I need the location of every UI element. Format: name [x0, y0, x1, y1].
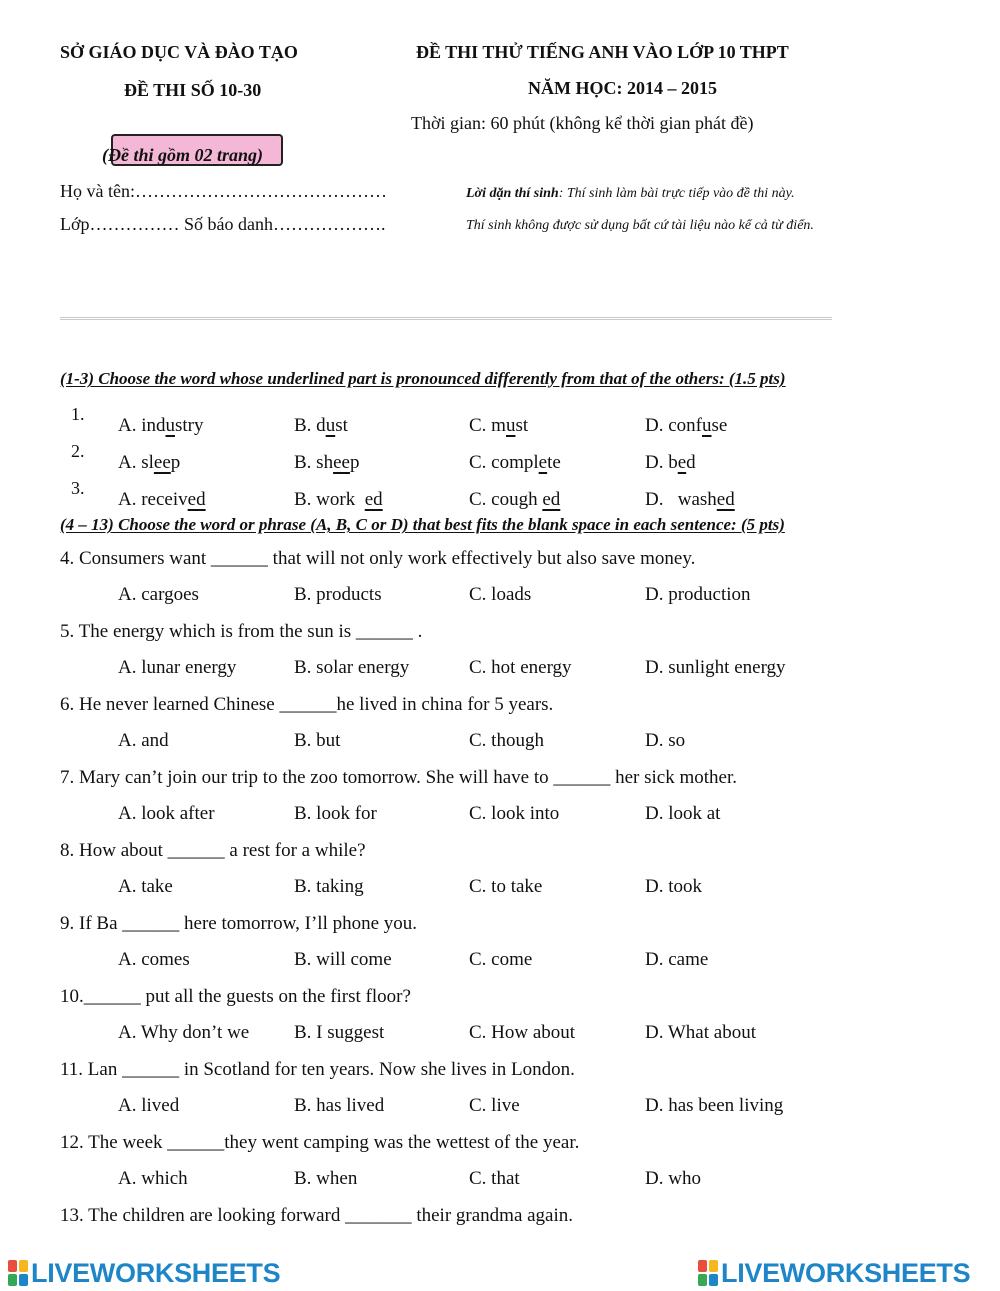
- section2-instruction: (4 – 13) Choose the word or phrase (A, B, C or D) that best fits the blank space in each sentence: (5 pts): [60, 515, 785, 534]
- department-title: SỞ GIÁO DỤC VÀ ĐÀO TẠO: [60, 42, 298, 62]
- answer-option[interactable]: B. will come: [294, 949, 392, 970]
- answer-option[interactable]: B. taking: [294, 876, 364, 897]
- answer-option[interactable]: [645, 415, 727, 437]
- time-limit: Thời gian: 60 phút (không kể thời gian phát đề): [411, 113, 754, 133]
- option-text-end: d: [686, 452, 696, 473]
- question-stem: 13. The children are looking forward _______ their grandma again.: [60, 1205, 574, 1226]
- underlined-sound: u: [701, 415, 712, 436]
- question-stem: 5. The energy which is from the sun is ______ .: [60, 621, 423, 642]
- question-stem: 4. Consumers want ______ that will not only work effectively but also save money.: [60, 548, 696, 569]
- underlined-sound: e: [677, 452, 687, 473]
- answer-option[interactable]: A. look after: [118, 803, 215, 824]
- option-text-end: p: [170, 452, 181, 473]
- option-text: D. conf: [645, 415, 702, 436]
- question-stem: 11. Lan ______ in Scotland for ten years. Now she lives in London.: [60, 1059, 575, 1080]
- answer-option[interactable]: [118, 489, 206, 511]
- option-text-end: st: [335, 415, 348, 436]
- answer-option[interactable]: A. take: [118, 876, 173, 897]
- option-text: B. d: [294, 415, 326, 436]
- answer-option[interactable]: [294, 415, 348, 437]
- answer-option[interactable]: D. look at: [645, 803, 721, 824]
- liveworksheets-badge-icon: [698, 1260, 718, 1286]
- answer-option[interactable]: A. which: [118, 1168, 188, 1189]
- option-text-end: te: [547, 452, 561, 473]
- question-stem: 10.______ put all the guests on the first floor?: [60, 986, 411, 1007]
- option-text: C. compl: [469, 452, 539, 473]
- page-count-label: (Đề thi gồm 02 trang): [102, 145, 264, 165]
- school-year: NĂM HỌC: 2014 – 2015: [528, 78, 717, 98]
- question-stem: 12. The week ______they went camping was the wettest of the year.: [60, 1132, 580, 1153]
- answer-option[interactable]: B. I suggest: [294, 1022, 385, 1043]
- question-number: 3.: [71, 478, 85, 498]
- answer-option[interactable]: A. and: [118, 730, 169, 751]
- class-id-field[interactable]: Lớp…………… Số báo danh……………….: [60, 214, 386, 234]
- answer-option[interactable]: B. look for: [294, 803, 377, 824]
- answer-option[interactable]: D. so: [645, 730, 686, 751]
- answer-option[interactable]: A. cargoes: [118, 584, 199, 605]
- answer-option[interactable]: C. How about: [469, 1022, 576, 1043]
- logo-text-right: LIVEWORKSHEETS: [721, 1257, 971, 1288]
- underlined-sound: e: [538, 452, 548, 473]
- answer-option[interactable]: D. came: [645, 949, 709, 970]
- question-stem: 7. Mary can’t join our trip to the zoo tomorrow. She will have to ______ her sick mother.: [60, 767, 738, 788]
- answer-option[interactable]: [469, 489, 560, 511]
- underlined-sound: ee: [333, 452, 350, 473]
- liveworksheets-logo-right: [698, 1258, 970, 1288]
- underlined-sound: u: [165, 415, 175, 436]
- answer-option[interactable]: B. has lived: [294, 1095, 385, 1116]
- option-text: C. cough: [469, 489, 543, 510]
- answer-option[interactable]: B. when: [294, 1168, 358, 1189]
- answer-option[interactable]: A. lived: [118, 1095, 180, 1116]
- option-text: A. sl: [118, 452, 154, 473]
- question-stem: 9. If Ba ______ here tomorrow, I’ll phone you.: [60, 913, 418, 934]
- option-text: B. work: [294, 489, 365, 510]
- notice-line-2: Thí sinh không được sử dụng bất cứ tài liệu nào kể cả từ điển.: [466, 218, 814, 233]
- option-text: D. b: [645, 452, 678, 473]
- answer-option[interactable]: A. lunar energy: [118, 657, 237, 678]
- option-text: B. sh: [294, 452, 334, 473]
- answer-option[interactable]: [294, 452, 359, 474]
- option-text-end: p: [349, 452, 360, 473]
- answer-option[interactable]: [645, 452, 696, 474]
- answer-option[interactable]: C. come: [469, 949, 533, 970]
- answer-option[interactable]: D. took: [645, 876, 702, 897]
- answer-option[interactable]: C. to take: [469, 876, 543, 897]
- question-stem: 6. He never learned Chinese ______he lived in china for 5 years.: [60, 694, 554, 715]
- answer-option[interactable]: C. live: [469, 1095, 520, 1116]
- answer-option[interactable]: D. What about: [645, 1022, 756, 1043]
- question-number: 1.: [71, 404, 85, 424]
- underlined-sound: u: [325, 415, 336, 436]
- option-text-end: st: [515, 415, 529, 436]
- answer-option[interactable]: C. loads: [469, 584, 532, 605]
- answer-option[interactable]: D. sunlight energy: [645, 657, 786, 678]
- logo-text-left: LIVEWORKSHEETS: [31, 1257, 281, 1288]
- underlined-sound: ee: [153, 452, 171, 473]
- answer-option[interactable]: [294, 489, 383, 511]
- question-stem: 8. How about ______ a rest for a while?: [60, 840, 366, 861]
- answer-option[interactable]: [469, 452, 561, 474]
- underlined-sound: ed: [364, 489, 383, 510]
- answer-option[interactable]: D. has been living: [645, 1095, 784, 1116]
- answer-option[interactable]: A. Why don’t we: [118, 1022, 250, 1043]
- option-text-end: stry: [175, 415, 204, 436]
- name-field[interactable]: Họ và tên:……………………………………: [60, 181, 387, 201]
- answer-option[interactable]: D. who: [645, 1168, 701, 1189]
- answer-option[interactable]: [118, 452, 180, 474]
- notice-line-1: [466, 186, 795, 202]
- question-number: 2.: [71, 441, 85, 461]
- answer-option[interactable]: B. products: [294, 584, 382, 605]
- answer-option[interactable]: [118, 415, 204, 437]
- option-text: D. wash: [645, 489, 717, 510]
- exam-title: ĐỀ THI THỬ TIẾNG ANH VÀO LỚP 10 THPT: [416, 42, 789, 62]
- answer-option[interactable]: C. though: [469, 730, 544, 751]
- underlined-sound: ed: [542, 489, 561, 510]
- answer-option[interactable]: [469, 415, 528, 437]
- underlined-sound: ed: [716, 489, 735, 510]
- answer-option[interactable]: C. hot energy: [469, 657, 572, 678]
- exam-number: ĐỀ THI SỐ 10-30: [124, 80, 262, 100]
- separator-line: [60, 317, 832, 320]
- underlined-sound: ed: [187, 489, 206, 510]
- answer-option[interactable]: B. but: [294, 730, 341, 751]
- liveworksheets-logo-left: [8, 1258, 280, 1288]
- answer-option[interactable]: [645, 489, 735, 511]
- answer-option[interactable]: D. production: [645, 584, 751, 605]
- underlined-sound: u: [505, 415, 516, 436]
- section1-instruction: (1-3) Choose the word whose underlined part is pronounced differently from that of the others: (1.5 pts): [60, 369, 786, 388]
- option-text: C. m: [469, 415, 506, 436]
- option-text: A. receiv: [118, 489, 188, 510]
- option-text-end: se: [711, 415, 728, 436]
- answer-option[interactable]: B. solar energy: [294, 657, 410, 678]
- notice-label: Lời dặn thí sinh: [466, 186, 559, 201]
- answer-option[interactable]: C. that: [469, 1168, 520, 1189]
- option-text: A. ind: [118, 415, 166, 436]
- notice-text-1: : Thí sinh làm bài trực tiếp vào đề thi này.: [558, 186, 795, 201]
- liveworksheets-badge-icon: [8, 1260, 28, 1286]
- answer-option[interactable]: A. comes: [118, 949, 190, 970]
- answer-option[interactable]: C. look into: [469, 803, 560, 824]
